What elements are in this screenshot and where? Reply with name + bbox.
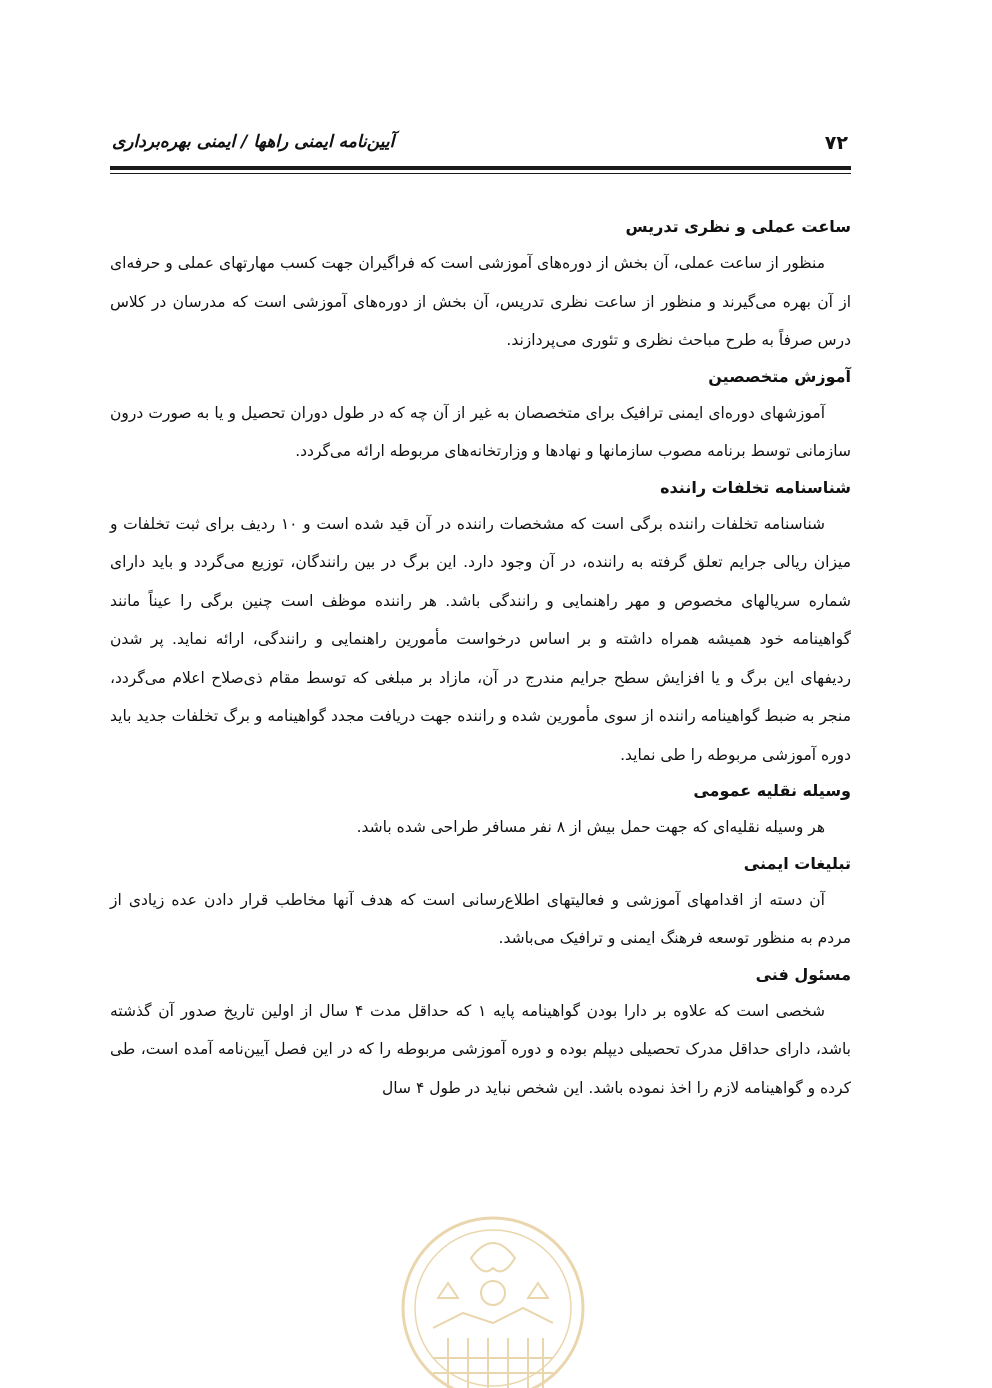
running-title: آیین‌نامه ایمنی راهها / ایمنی بهره‌برداری	[112, 132, 395, 152]
page-body	[110, 210, 851, 1107]
page-number: ۷۲	[824, 132, 848, 154]
header-rule	[110, 166, 851, 170]
header-rule-thin	[110, 173, 851, 174]
page-header	[110, 126, 850, 162]
section-heading: شناسنامه تخلفات راننده	[660, 477, 851, 497]
section-body: شناسنامه تخلفات راننده برگی است که مشخصات راننده در آن قید شده است و ۱۰ ردیف برای ثبت تخلفات و میزان ریالی جرایم تعلق گرفته به راننده، در آن وجود دارد. این برگ در بین رانندگان، توزیع می‌گردد و باید دارای شماره سریالهای مخصوص و مهر راهنمایی و رانندگی باشد. هر راننده موظف است چنین برگی را عیناً مانند گواهینامه خود همیشه همراه داشته و بر اساس درخواست مأمورین راهنمایی و رانندگی، ارائه نماید. پر شدن ردیفهای این برگ و یا افزایش سطح جرایم مندرج در آن، مازاد بر مبلغی که توسط مقام ذی‌صلاح اعلام می‌گردد، منجر به ضبط گواهینامه راننده از سوی مأمورین شده و راننده جهت دریافت مجدد گواهینامه و برگ تخلفات جدید باید دوره آموزشی مربوطه را طی نماید.	[110, 514, 851, 764]
section-heading: ساعت عملی و نظری تدریس	[625, 217, 851, 236]
section-body: شخصی است که علاوه بر دارا بودن گواهینامه پایه ۱ که حداقل مدت ۴ سال از اولین تاریخ صدور آن گذشته باشد، دارای حداقل مدرک تحصیلی دیپلم بوده و دوره آموزشی مربوطه را که در این فصل آیین‌نامه آمده است، طی کرده و گواهینامه لازم را اخذ نموده باشد. این شخص نباید در طول ۴ سال	[110, 1001, 851, 1097]
section-body: آن دسته از اقدامهای آموزشی و فعالیتهای اطلاع‌رسانی است که هدف آنها مخاطب قرار دادن عده زیادی از مردم به منظور توسعه فرهنگ ایمنی و ترافیک می‌باشد.	[110, 890, 851, 947]
section-heading: وسیله نقلیه عمومی	[693, 781, 851, 800]
section-heading: مسئول فنی	[755, 964, 851, 984]
section-body: آموزشهای دوره‌ای ایمنی ترافیک برای متخصصان به غیر از آن چه که در طول دوران تحصیل و یا به صورت درون سازمانی توسط برنامه مصوب سازمانها و نهادها و وزارتخانه‌های مربوطه ارائه می‌گردد.	[110, 403, 851, 460]
section-heading: تبلیغات ایمنی	[743, 853, 851, 873]
section-body: منظور از ساعت عملی، آن بخش از دوره‌های آموزشی است که فراگیران جهت کسب مهارتهای عملی و حرفه‌ای از آن بهره می‌گیرند و منظور از ساعت نظری تدریس، آن بخش از دوره‌های آموزشی است که مدرسان در کلاس درس صرفاً به طرح مباحث نظری و تئوری می‌پردازند.	[110, 254, 851, 349]
section-body: هر وسیله نقلیه‌ای که جهت حمل بیش از ۸ نفر مسافر طراحی شده باشد.	[356, 818, 825, 836]
institution-seal-watermark-icon	[393, 1208, 593, 1388]
section-heading: آموزش متخصصین	[708, 366, 851, 386]
